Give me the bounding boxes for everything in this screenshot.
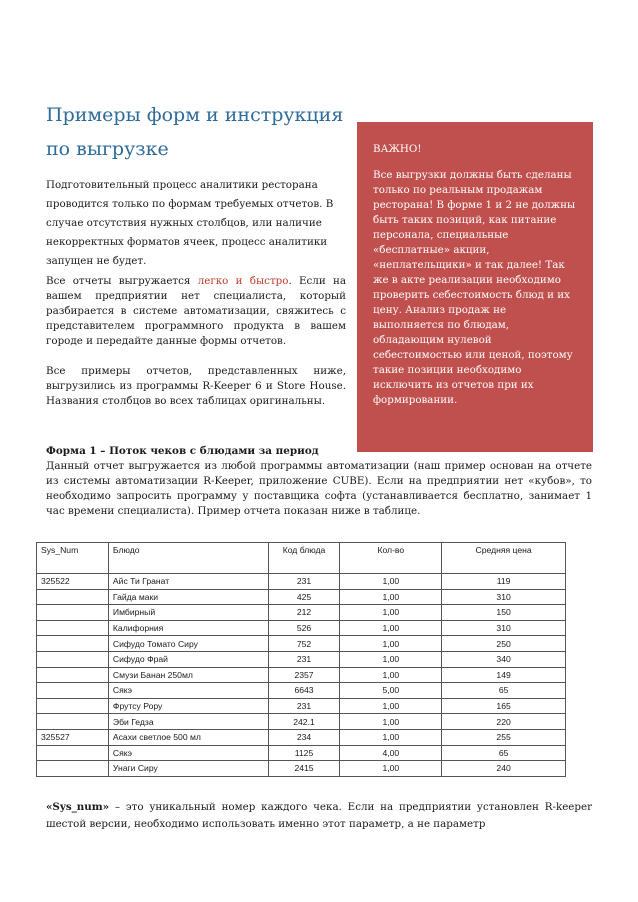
header-sys-num: Sys_Num [37, 543, 109, 574]
cell-avg-price: 149 [442, 667, 566, 683]
cell-avg-price: 220 [442, 714, 566, 730]
page-title: Примеры форм и инструкция по выгрузке [46, 104, 344, 160]
cell-dish-code: 6643 [268, 683, 340, 699]
header-quantity: Кол-во [340, 543, 442, 574]
cell-sys-num: 325522 [37, 574, 109, 590]
cell-dish-code: 242.1 [268, 714, 340, 730]
form1-heading: Форма 1 – Поток чеков с блюдами за период [46, 445, 319, 457]
cell-avg-price: 250 [442, 636, 566, 652]
table-row [37, 651, 566, 667]
table-row [37, 589, 566, 605]
cell-sys-num [37, 683, 109, 699]
cell-quantity: 1,00 [340, 620, 442, 636]
checks-table [36, 542, 566, 777]
sys-num-definition: – это уникальный номер каждого чека. Если на предприятии установлен R-keeper шестой версии, необходимо использовать именно этот параметр, а не параметр [46, 801, 592, 830]
table-row [37, 636, 566, 652]
intro-paragraph: Подготовительный процесс аналитики ресторана проводится только по формам требуемых отчетов. В случае отсутствия нужных столбцов, или наличие некорректных форматов ячеек, процесс аналитики запущен не будет. [46, 179, 334, 267]
cell-sys-num [37, 636, 109, 652]
cell-avg-price: 240 [442, 761, 566, 777]
cell-sys-num [37, 651, 109, 667]
cell-dish: Гайда маки [108, 589, 268, 605]
cell-sys-num [37, 745, 109, 761]
cell-dish-code: 1125 [268, 745, 340, 761]
cell-dish: Эби Гедза [108, 714, 268, 730]
cell-dish: Имбирный [108, 605, 268, 621]
table-row [37, 683, 566, 699]
paragraph-export-end: . Если на вашем предприятии нет специалиста, который разбирается в системе автоматизации, свяжитесь с представителем программного продукта в вашем городе и передайте данные формы отчетов. [46, 275, 346, 347]
cell-dish: Сякэ [108, 745, 268, 761]
cell-quantity: 5,00 [340, 683, 442, 699]
cell-quantity: 1,00 [340, 589, 442, 605]
cell-dish: Сякэ [108, 683, 268, 699]
cell-sys-num [37, 761, 109, 777]
cell-dish-code: 231 [268, 698, 340, 714]
important-callout [357, 122, 593, 452]
table-row [37, 620, 566, 636]
cell-dish: Калифорния [108, 620, 268, 636]
table-row [37, 698, 566, 714]
table-row [37, 574, 566, 590]
cell-dish-code: 212 [268, 605, 340, 621]
paragraph-export-info [46, 274, 346, 349]
cell-dish-code: 2415 [268, 761, 340, 777]
header-dish-code: Код блюда [268, 543, 340, 574]
cell-dish-code: 2357 [268, 667, 340, 683]
cell-dish: Смузи Банан 250мл [108, 667, 268, 683]
cell-sys-num [37, 620, 109, 636]
header-avg-price: Средняя цена [442, 543, 566, 574]
form1-description: Данный отчет выгружается из любой программы автоматизации (наш пример основан на отчете из системы автоматизации R-Keeper, приложение CUBE). Если на предприятии нет «кубов», то необходимо запросить программу у поставщика софта (устанавливается бесплатно, занимает 1 час времени специалиста). Пример отчета показан ниже в таблице. [46, 460, 592, 517]
header-dish: Блюдо [108, 543, 268, 574]
paragraph-examples-info: Все примеры отчетов, представленных ниже, выгрузились из программы R-Keeper 6 и Store House. Названия столбцов во всех таблицах оригинальны. [46, 365, 346, 407]
cell-quantity: 1,00 [340, 714, 442, 730]
table-row [37, 605, 566, 621]
callout-body: Все выгрузки должны быть сделаны только по реальным продажам ресторана! В форме 1 и 2 не должны быть таких позиций, как питание персонала, специальные «бесплатные» акции, «неплательщики» и так далее! Так же в акте реализации необходимо проверить себестоимость блюд и их цену. Анализ продаж не выполняется по блюдам, обладающим нулевой себестоимостью или ценой, поэтому такие позиции необходимо исключить из отчетов при их формировании. [373, 169, 576, 406]
cell-quantity: 1,00 [340, 761, 442, 777]
cell-avg-price: 310 [442, 620, 566, 636]
cell-quantity: 1,00 [340, 636, 442, 652]
cell-sys-num [37, 589, 109, 605]
cell-quantity: 1,00 [340, 698, 442, 714]
cell-avg-price: 65 [442, 745, 566, 761]
cell-dish-code: 231 [268, 651, 340, 667]
cell-quantity: 1,00 [340, 574, 442, 590]
cell-quantity: 4,00 [340, 745, 442, 761]
cell-quantity: 1,00 [340, 605, 442, 621]
table-row [37, 714, 566, 730]
cell-dish-code: 234 [268, 729, 340, 745]
cell-avg-price: 65 [442, 683, 566, 699]
cell-avg-price: 150 [442, 605, 566, 621]
cell-dish: Сифудо Томато Сиру [108, 636, 268, 652]
cell-sys-num [37, 698, 109, 714]
table-row [37, 729, 566, 745]
intro-text [46, 176, 342, 271]
cell-sys-num [37, 714, 109, 730]
table-row [37, 745, 566, 761]
cell-quantity: 1,00 [340, 667, 442, 683]
cell-avg-price: 310 [442, 589, 566, 605]
cell-sys-num: 325527 [37, 729, 109, 745]
cell-dish: Фрутсу Рору [108, 698, 268, 714]
sys-num-explanation [46, 799, 592, 833]
cell-avg-price: 119 [442, 574, 566, 590]
cell-dish: Сифудо Фрай [108, 651, 268, 667]
cell-sys-num [37, 667, 109, 683]
cell-avg-price: 255 [442, 729, 566, 745]
highlight-easy-fast: легко и быстро [197, 275, 289, 287]
cell-dish-code: 752 [268, 636, 340, 652]
cell-dish: Унаги Сиру [108, 761, 268, 777]
cell-quantity: 1,00 [340, 729, 442, 745]
sys-num-term: «Sys_num» [46, 801, 110, 813]
cell-avg-price: 165 [442, 698, 566, 714]
cell-dish: Айс Ти Гранат [108, 574, 268, 590]
cell-dish-code: 425 [268, 589, 340, 605]
cell-dish: Асахи светлое 500 мл [108, 729, 268, 745]
paragraph-export-start: Все отчеты выгружается [46, 275, 198, 287]
cell-quantity: 1,00 [340, 651, 442, 667]
cell-avg-price: 340 [442, 651, 566, 667]
table-row [37, 667, 566, 683]
table-header-row [37, 543, 566, 574]
cell-dish-code: 526 [268, 620, 340, 636]
table-row [37, 761, 566, 777]
cell-dish-code: 231 [268, 574, 340, 590]
cell-sys-num [37, 605, 109, 621]
callout-title: ВАЖНО! [373, 143, 422, 155]
